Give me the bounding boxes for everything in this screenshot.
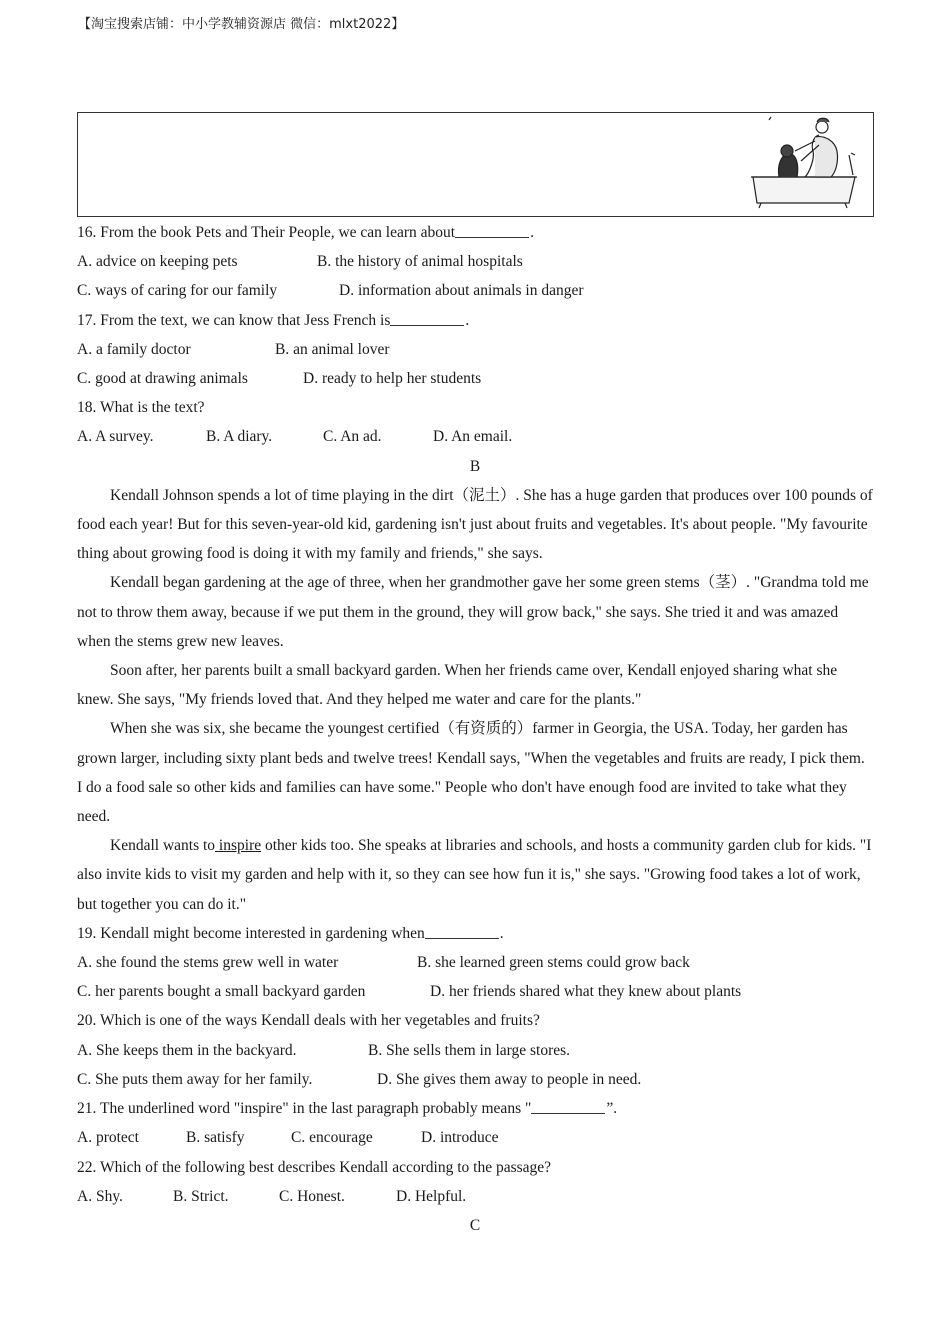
question-stem: 22. Which of the following best describes Kendall according to the passage? bbox=[77, 1158, 552, 1176]
option[interactable]: D. Helpful. bbox=[396, 1187, 467, 1205]
option[interactable]: C. her parents bought a small backyard garden bbox=[77, 983, 366, 1001]
question-stem: 20. Which is one of the ways Kendall deals with her vegetables and fruits? bbox=[77, 1012, 540, 1030]
options-row bbox=[77, 977, 873, 1006]
passage-paragraph: Kendall began gardening at the age of three, when her grandmother gave her some green stems（茎）. "Grandma told me not to throw them away, because if we put them in the ground, they will grow back," she says. She tried it and was amazed when the stems grew new leaves. bbox=[77, 574, 869, 650]
option[interactable]: A. a family doctor bbox=[77, 340, 191, 358]
option[interactable]: D. An email. bbox=[433, 428, 513, 446]
passage-paragraph: Kendall Johnson spends a lot of time playing in the dirt（泥土）. She has a huge garden that produces over 100 pounds of food each year! But for this seven-year-old kid, gardening isn't just about fruits and vegetables. It's about people. "My favourite thing about growing food is doing it with my family and friends," she says. bbox=[77, 486, 873, 563]
section-b-label: B bbox=[469, 457, 481, 475]
question-stem: 16. From the book Pets and Their People, we can learn about . bbox=[77, 224, 534, 241]
option[interactable]: A. protect bbox=[77, 1129, 139, 1147]
options-row bbox=[77, 1065, 873, 1094]
option[interactable]: A. Shy. bbox=[77, 1187, 123, 1205]
options-row bbox=[77, 364, 873, 393]
option[interactable]: D. She gives them away to people in need. bbox=[377, 1070, 642, 1088]
option[interactable]: D. introduce bbox=[421, 1129, 499, 1147]
passage-paragraph: When she was six, she became the youngest certified（有资质的）farmer in Georgia, the USA. Today, her garden has grown larger, including sixty plant beds and twelve trees! Kendall says, "When the vegetables and fruits are ready, I pick them. I do a food sale so other kids and families can have some." People who don't have enough food are invited to take what they need. bbox=[77, 720, 865, 826]
page-header: 【淘宝搜索店铺：中小学教辅资源店 微信：mlxt2022】 bbox=[78, 17, 405, 32]
option[interactable]: D. information about animals in danger bbox=[339, 282, 584, 300]
options-row bbox=[77, 1123, 873, 1152]
option[interactable]: C. Honest. bbox=[279, 1187, 345, 1205]
options-row bbox=[77, 335, 873, 364]
option[interactable]: B. A diary. bbox=[206, 428, 273, 446]
option[interactable]: B. she learned green stems could grow back bbox=[417, 954, 690, 972]
option[interactable]: C. good at drawing animals bbox=[77, 370, 248, 388]
question-stem: 19. Kendall might become interested in gardening when . bbox=[77, 924, 504, 942]
question-stem: 18. What is the text? bbox=[77, 399, 205, 417]
option[interactable]: A. advice on keeping pets bbox=[77, 253, 238, 271]
option[interactable]: A. A survey. bbox=[77, 428, 154, 446]
option[interactable]: B. satisfy bbox=[186, 1129, 245, 1147]
options-row bbox=[77, 1182, 873, 1211]
passage-paragraph: Kendall wants to inspire other kids too. She speaks at libraries and schools, and hosts a community garden club for kids. "I also invite kids to visit my garden and help with it, so they can see how fun it is," she says. "Growing food takes a lot of work, but together you can do it." bbox=[77, 837, 872, 913]
question-stem: 17. From the text, we can know that Jess French is . bbox=[77, 311, 470, 329]
options-row bbox=[77, 422, 873, 451]
option[interactable]: B. the history of animal hospitals bbox=[317, 253, 523, 271]
option[interactable]: B. She sells them in large stores. bbox=[368, 1041, 571, 1059]
illustration-frame bbox=[77, 112, 874, 217]
girl-bathing-dog-icon bbox=[749, 115, 861, 209]
document-body bbox=[77, 218, 873, 1240]
option[interactable]: C. ways of caring for our family bbox=[77, 282, 278, 300]
underlined-word: inspire bbox=[215, 837, 262, 855]
options-row bbox=[77, 1036, 873, 1065]
option[interactable]: C. She puts them away for her family. bbox=[77, 1070, 313, 1088]
section-c-label: C bbox=[469, 1216, 481, 1234]
option[interactable]: D. her friends shared what they knew about plants bbox=[430, 983, 742, 1001]
option[interactable]: D. ready to help her students bbox=[303, 370, 482, 388]
option[interactable]: C. encourage bbox=[291, 1129, 373, 1147]
options-row bbox=[77, 276, 873, 305]
option[interactable]: B. an animal lover bbox=[275, 340, 390, 358]
option[interactable]: C. An ad. bbox=[323, 428, 382, 446]
options-row bbox=[77, 948, 873, 977]
options-row bbox=[77, 247, 873, 276]
option[interactable]: A. She keeps them in the backyard. bbox=[77, 1041, 297, 1059]
question-stem: 21. The underlined word "inspire" in the last paragraph probably means " ”. bbox=[77, 1100, 618, 1118]
option[interactable]: A. she found the stems grew well in water bbox=[77, 954, 339, 972]
option[interactable]: B. Strict. bbox=[173, 1187, 229, 1205]
passage-paragraph: Soon after, her parents built a small backyard garden. When her friends came over, Kendall enjoyed sharing what she knew. She says, "My friends loved that. And they helped me water and care for the plants." bbox=[77, 662, 838, 709]
